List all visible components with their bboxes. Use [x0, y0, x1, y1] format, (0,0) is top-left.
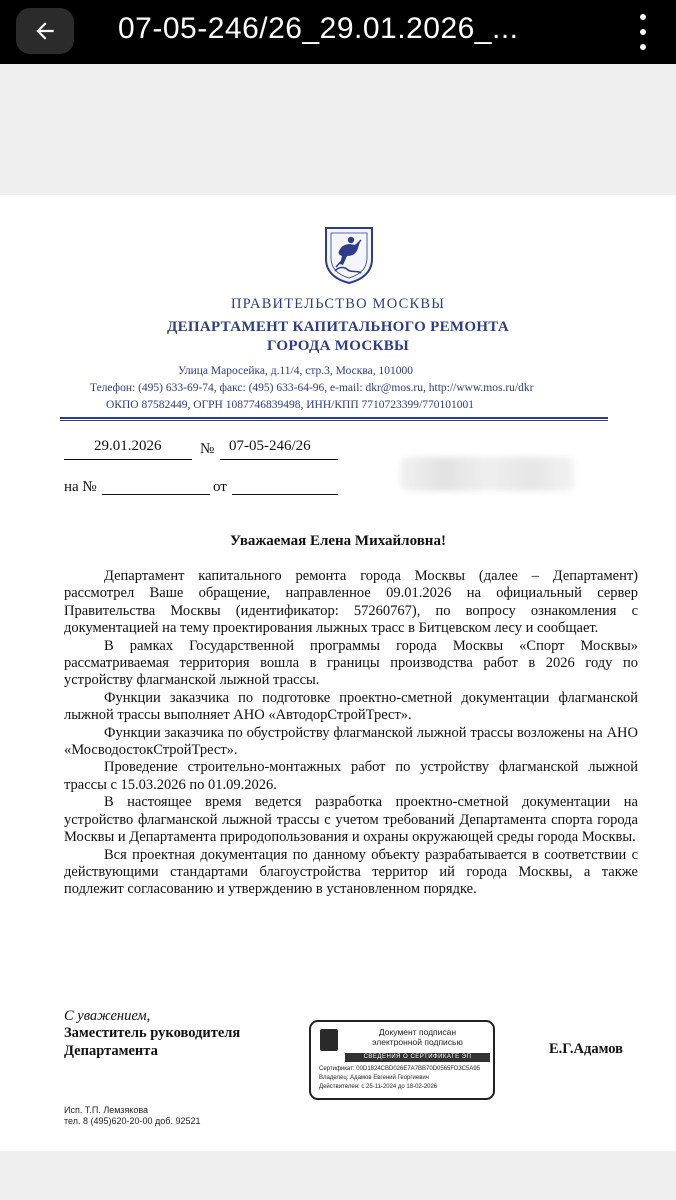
- top-app-bar: [0, 0, 676, 64]
- signer-title-line2: Департамента: [64, 1042, 158, 1059]
- certificate-number: Сертификат: 00D1824CBD026E7A7BB70D0565FD3C5A95: [319, 1066, 481, 1072]
- certificate-owner: Владелец: Адамов Евгений Георгиевич: [319, 1075, 429, 1081]
- department-heading-line1: ДЕПАРТАМЕНТ КАПИТАЛЬНОГО РЕМОНТА: [167, 319, 509, 335]
- registration-number: 07-05-246/26: [229, 438, 311, 454]
- electronic-signature-stamp: [309, 1020, 495, 1100]
- certificate-validity: Действителен: с 25-11-2024 до 18-02-2026: [319, 1084, 438, 1090]
- date-underline: [64, 459, 192, 460]
- signer-title: [64, 1025, 240, 1060]
- signature-heading: [345, 1027, 490, 1047]
- certificate-band: СВЕДЕНИЯ О СЕРТИФИКАТЕ ЭП: [345, 1053, 490, 1062]
- paragraph: В рамках Государственной программы города Москвы «Спорт Москвы» рассматриваемая территория вошла в границы производства работ в 2026 году по устройству флагманской лыжной трассы.: [64, 637, 638, 689]
- salutation: Уважаемая Елена Михайловна!: [230, 533, 446, 549]
- document-title: 07-05-246/26_29.01.2026_...: [118, 12, 519, 45]
- more-options-button[interactable]: [636, 14, 650, 50]
- department-heading-line2: ГОРОДА МОСКВЫ: [266, 338, 410, 354]
- department-contacts: Телефон: (495) 633-69-74, факс: (495) 633-64-96, e-mail: dkr@mos.ru, http://www.mos.ru/dkr: [90, 382, 534, 394]
- reply-number-underline: [102, 494, 210, 495]
- reply-from-label: от: [213, 479, 227, 495]
- signer-title-line1: Заместитель руководителя: [64, 1025, 241, 1041]
- signature-line1: Документ подписан: [378, 1027, 457, 1037]
- executor-phone: тел. 8 (495)620-20-00 доб. 92521: [64, 1116, 201, 1126]
- letter-body: [64, 568, 638, 899]
- arrow-left-icon: [32, 18, 58, 44]
- letterhead-divider-thin: [60, 420, 608, 421]
- document-page[interactable]: [0, 195, 676, 1151]
- government-heading: ПРАВИТЕЛЬСТВО МОСКВЫ: [230, 296, 446, 312]
- reply-to-label: на №: [64, 479, 97, 495]
- department-address: Улица Маросейка, д.11/4, стр.3, Москва, 101000: [178, 365, 413, 377]
- signature-line2: электронной подписью: [372, 1037, 463, 1047]
- signer-name: Е.Г.Адамов: [549, 1041, 623, 1057]
- regards: С уважением,: [64, 1008, 151, 1024]
- redacted-recipient: [400, 457, 575, 491]
- moscow-coat-of-arms-icon: [323, 225, 375, 285]
- paragraph: Проведение строительно-монтажных работ по устройству флагманской лыжной трассы с 15.03.2026 по 01.09.2026.: [64, 759, 638, 793]
- more-vert-icon: [640, 14, 646, 20]
- executor-name: Исп. Т.П. Лемзякова: [64, 1105, 149, 1115]
- back-button[interactable]: [16, 8, 74, 54]
- paragraph: Вся проектная документация по данному объекту разрабатывается в соответствии с действующими стандартами благоустройства территор ий города Москвы, а также подлежит согласованию и утверждению в установленном порядке.: [64, 846, 638, 898]
- paragraph: Функции заказчика по подготовке проектно-сметной документации флагманской лыжной трассы выполняет АНО «АвтодорСтройТрест».: [64, 689, 638, 724]
- number-underline: [220, 459, 338, 460]
- department-codes: ОКПО 87582449, ОГРН 1087746839498, ИНН/КПП 7710723399/770101001: [106, 399, 474, 411]
- number-label: №: [200, 441, 215, 457]
- letterhead-divider: [60, 417, 608, 419]
- paragraph: Департамент капитального ремонта города Москвы (далее – Департамент) рассмотрел Ваше обращение, направленное 09.01.2026 на официальный сервер Правительства Москвы (идентификатор: 57260767), по вопросу ознакомления с документацией на тему проектирования лыжных трасс в Битцевском лесу и сообщает.: [64, 568, 638, 637]
- coat-of-arms-icon: [320, 1029, 338, 1051]
- executor-info: [64, 1105, 200, 1127]
- reply-date-underline: [232, 494, 338, 495]
- paragraph: В настоящее время ведется разработка проектно-сметной документации на устройство флагманской лыжной трассы с учетом требований Департамента спорта города Москвы и Департамента природопользования и охраны окружающей среды города Москвы.: [64, 794, 638, 846]
- paragraph: Функции заказчика по обустройству флагманской лыжной трассы возложены на АНО «МосводостокСтройТрест».: [64, 724, 638, 759]
- registration-date: 29.01.2026: [94, 438, 162, 454]
